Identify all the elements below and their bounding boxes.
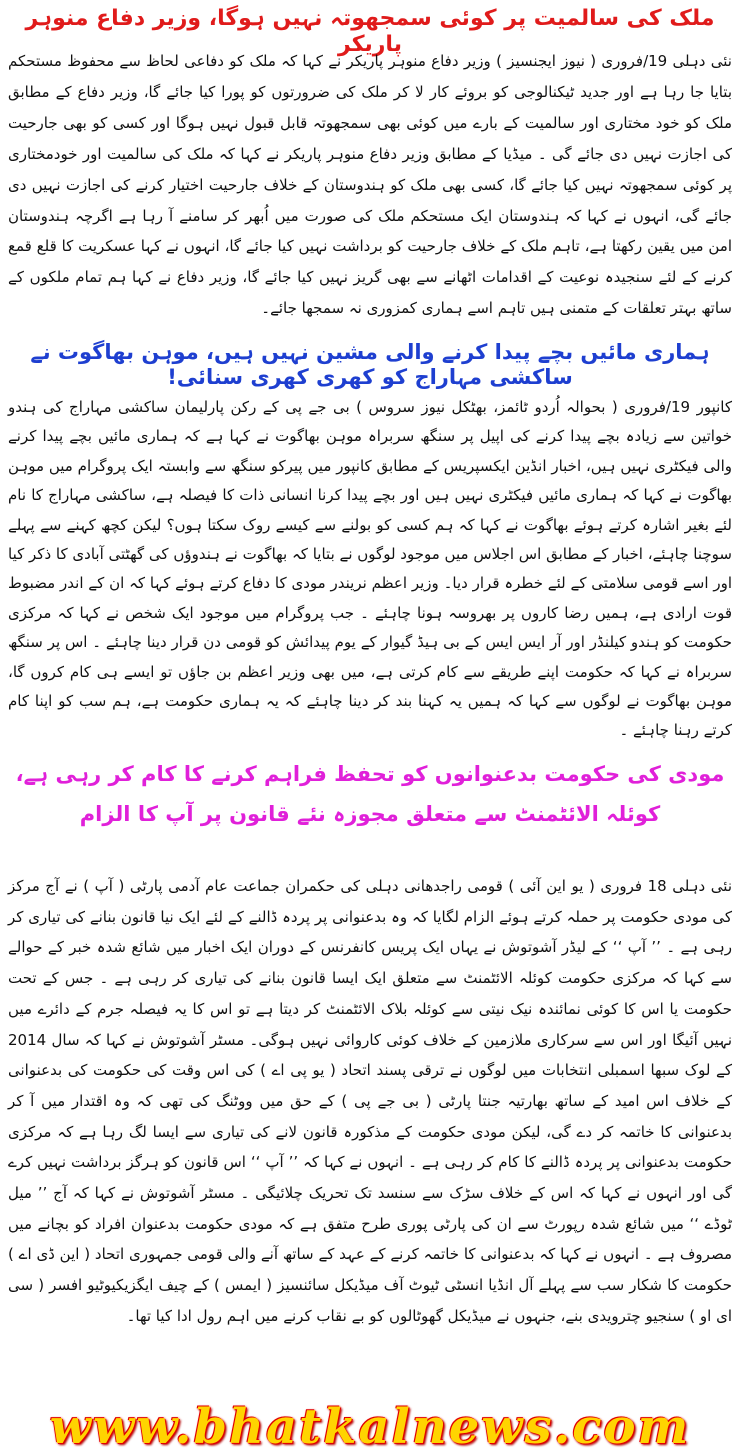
website-banner [0, 1398, 740, 1456]
article-2-body: کانپور 19/فروری ( بحوالہ اُردو ٹائمز، بھٹکل نیوز سروس ) بی جے پی کے رکن پارلیمان ساکشی مہاراج کی ہندو خواتین سے زیادہ بچے پیدا کرنے کی اپیل پر سنگھ سربراہ موہن بھاگوت نے کہا ہے کہ ہماری مائیں بچے پیدا کرنے والی فیکٹری نہیں ہیں، اخبار انڈین ایکسپریس کے مطابق کانپور میں پیرکو سنگھ سے وابستہ ایک پروگرام میں موہن بھاگوت نے کہا کہ ہماری مائیں فیکٹری نہیں ہیں اور بچے پیدا کرنا انسانی ذات کا فیصلہ ہے، ساکشی مہاراج کا نام لئے بغیر اشارہ کرتے ہوئے بھاگوت نے کہا کہ ہم کسی کو بولنے سے کیسے روک سکتا ہوں؟ لیکن کچھ کہنے سے پہلے سوچنا چاہئے، اخبار کے مطابق اس اجلاس میں موجود لوگوں نے بتایا کہ بھاگوت نے ہندوؤں کی گھٹتی آبادی کا ذکر کیا اور اسے قومی سلامتی کے لئے خطرہ قرار دیا۔ وزیر اعظم نریندر مودی کا دفاع کرتے ہوئے کہا کہ ان کے اندر مضبوط قوت ارادی ہے، ہمیں رضا کاروں پر بھروسہ ہونا چاہئے ۔ جب پروگرام میں موجود ایک شخص نے کہا کہ مرکزی حکومت کو ہندو کیلنڈر اور آر ایس ایس کے بی ہیڈ گیوار کے یوم پیدائش کو قومی دن قرار دینا چاہئے ۔ اس پر سنگھ سربراہ نے کہا کہ حکومت اپنے طریقے سے کام کرتی ہے، میں بھی وزیر اعظم بن جاؤں تو ایسے ہی کام کروں گا، موہن بھاگوت نے لوگوں سے کہا کہ ہمیں یہ کہنا بند کر دینا چاہئے کہ یہ ہماری حکومت ہے، ہم سب کو اپنا کام کرتے رہنا چاہئے ۔ [8, 398, 732, 740]
article-2-headline: ہماری مائیں بچے پیدا کرنے والی مشین نہیں ہیں، موہن بھاگوت نے ساکشی مہاراج کو کھری کھری سنائی! [30, 340, 710, 390]
website-url[interactable]: www.bhatkalnews.com [49, 1399, 691, 1455]
article-3-headline: مودی کی حکومت بدعنوانوں کو تحفظ فراہم کرنے کا کام کر رہی ہے، کوئلہ الائٹمنٹ سے متعلق مجوزہ نئے قانون پر آپ کا الزام [15, 762, 725, 826]
article-1-headline: ملک کی سالمیت پر کوئی سمجھوتہ نہیں ہوگا، وزیر دفاع منوہر پاریکر [25, 6, 715, 58]
article-1-body: نئی دہلی 19/فروری ( نیوز ایجنسیز ) وزیر دفاع منوہر پاریکر نے کہا کہ ملک کو دفاعی لحاظ سے محفوظ مستحکم بتایا جا رہا ہے اور جدید ٹیکنالوجی کو بروئے کار لا کر ملک کی ضرورتوں کو پورا کیا جائے گا، وزیر دفاع کے مطابق ملک کو خود مختاری اور سالمیت کے بارے میں کوئی بھی سمجھوتہ قابل قبول نہیں ہوگا اور کسی کو بھی جارحیت کی اجازت نہیں دی جائے گی ۔ میڈیا کے مطابق وزیر دفاع منوہر پاریکر نے کہا کہ ملک کی سالمیت اور خودمختاری پر کوئی سمجھوتہ نہیں کیا جائے گا، کسی بھی ملک کو ہندوستان کے خلاف جارحیت اختیار کرنے کی اجازت نہیں دی جائے گی، انہوں نے کہا کہ ہندوستان ایک مستحکم ملک کی صورت میں اُبھر کر سامنے آ رہا ہے اگرچہ ہندوستان امن میں یقین رکھتا ہے، تاہم ملک کے خلاف جارحیت کو برداشت نہیں کیا جائے گا، انہوں نے کہا عسکریت کا قلع قمع کرنے کے لئے سنجیدہ نوعیت کے اقدامات اٹھانے سے بھی گریز نہیں کیا جائے گا، وزیر دفاع نے کہا ہم تمام ملکوں کے ساتھ بہتر تعلقات کے متمنی ہیں تاہم اسے ہماری کمزوری نہ سمجھا جائے۔ [8, 52, 732, 318]
article-3-body: نئی دہلی 18 فروری ( یو این آئی ) قومی راجدھانی دہلی کی حکمران جماعت عام آدمی پارٹی ( آپ ) نے آج مرکز کی مودی حکومت پر حملہ کرتے ہوئے الزام لگایا کہ وہ بدعنوانی پر پردہ ڈالنے کے لئے ایک نیا قانون بنانے کی تیاری کر رہی ہے ۔ ’’ آپ ‘‘ کے لیڈر آشوتوش نے یہاں ایک پریس کانفرنس کے دوران ایک اخبار میں شائع شدہ خبر کے حوالے سے کہا کہ مرکزی حکومت کوئلہ الائٹمنٹ سے متعلق ایک ایسا قانون بنانے کی تیاری کر رہی ہے ۔ جس کے تحت حکومت یا اس کا کوئی نمائندہ نیک نیتی سے کوئلہ بلاک الائٹمنٹ کر دیتا ہے تو اس کا یہ فیصلہ جرم کے دائرے میں نہیں آئیگا اور اس سے سرکاری ملازمین کے خلاف کوئی کاروائی نہیں ہوگی۔ مسٹر آشوتوش نے کہا کہ سال 2014 کے لوک سبھا اسمبلی انتخابات میں لوگوں نے ترقی پسند اتحاد ( یو پی اے ) کی اس وقت کی حکومت کی بدعنوانی کے خلاف اس امید کے ساتھ بھارتیہ جنتا پارٹی ( بی جے پی ) کے حق میں ووٹنگ کی تھی کہ وہ اقتدار میں آ کر بدعنوانی کا خاتمہ کر دے گی، لیکن مودی حکومت کے مذکورہ قانون لانے کی تیاری سے ایسا لگ رہا ہے کہ مرکزی حکومت بدعنوانی پر پردہ ڈالنے کا کام کر رہی ہے ۔ انہوں نے کہا کہ ’’ آپ ‘‘ اس قانون کو ہرگز برداشت نہیں کرے گی اور انہوں نے کہا کہ اس کے خلاف سڑک سے سنسد تک تحریک چلائیگی ۔ مسٹر آشوتوش نے کہا کہ آج ’’ میل ٹوڈے ‘‘ میں شائع شدہ رپورٹ سے ان کی پارٹی پوری طرح متفق ہے کہ مودی حکومت بدعنوان افراد کو بچانے میں مصروف ہے ۔ انہوں نے کہا کہ بدعنوانی کا خاتمہ کرنے کے عہد کے ساتھ آنے والی قومی جمہوری اتحاد ( این ڈی اے ) حکومت کا شکار سب سے پہلے آل انڈیا انسٹی ٹیوٹ آف میڈیکل سائنسیز ( ایمس ) کے چیف ایگزیکیوٹیو افسر ( سی ای او ) سنجیو چترویدی بنے، جنہوں نے میڈیکل گھوٹالوں کو بے نقاب کرنے میں اہم رول ادا کیا تھا۔ [8, 877, 732, 1325]
